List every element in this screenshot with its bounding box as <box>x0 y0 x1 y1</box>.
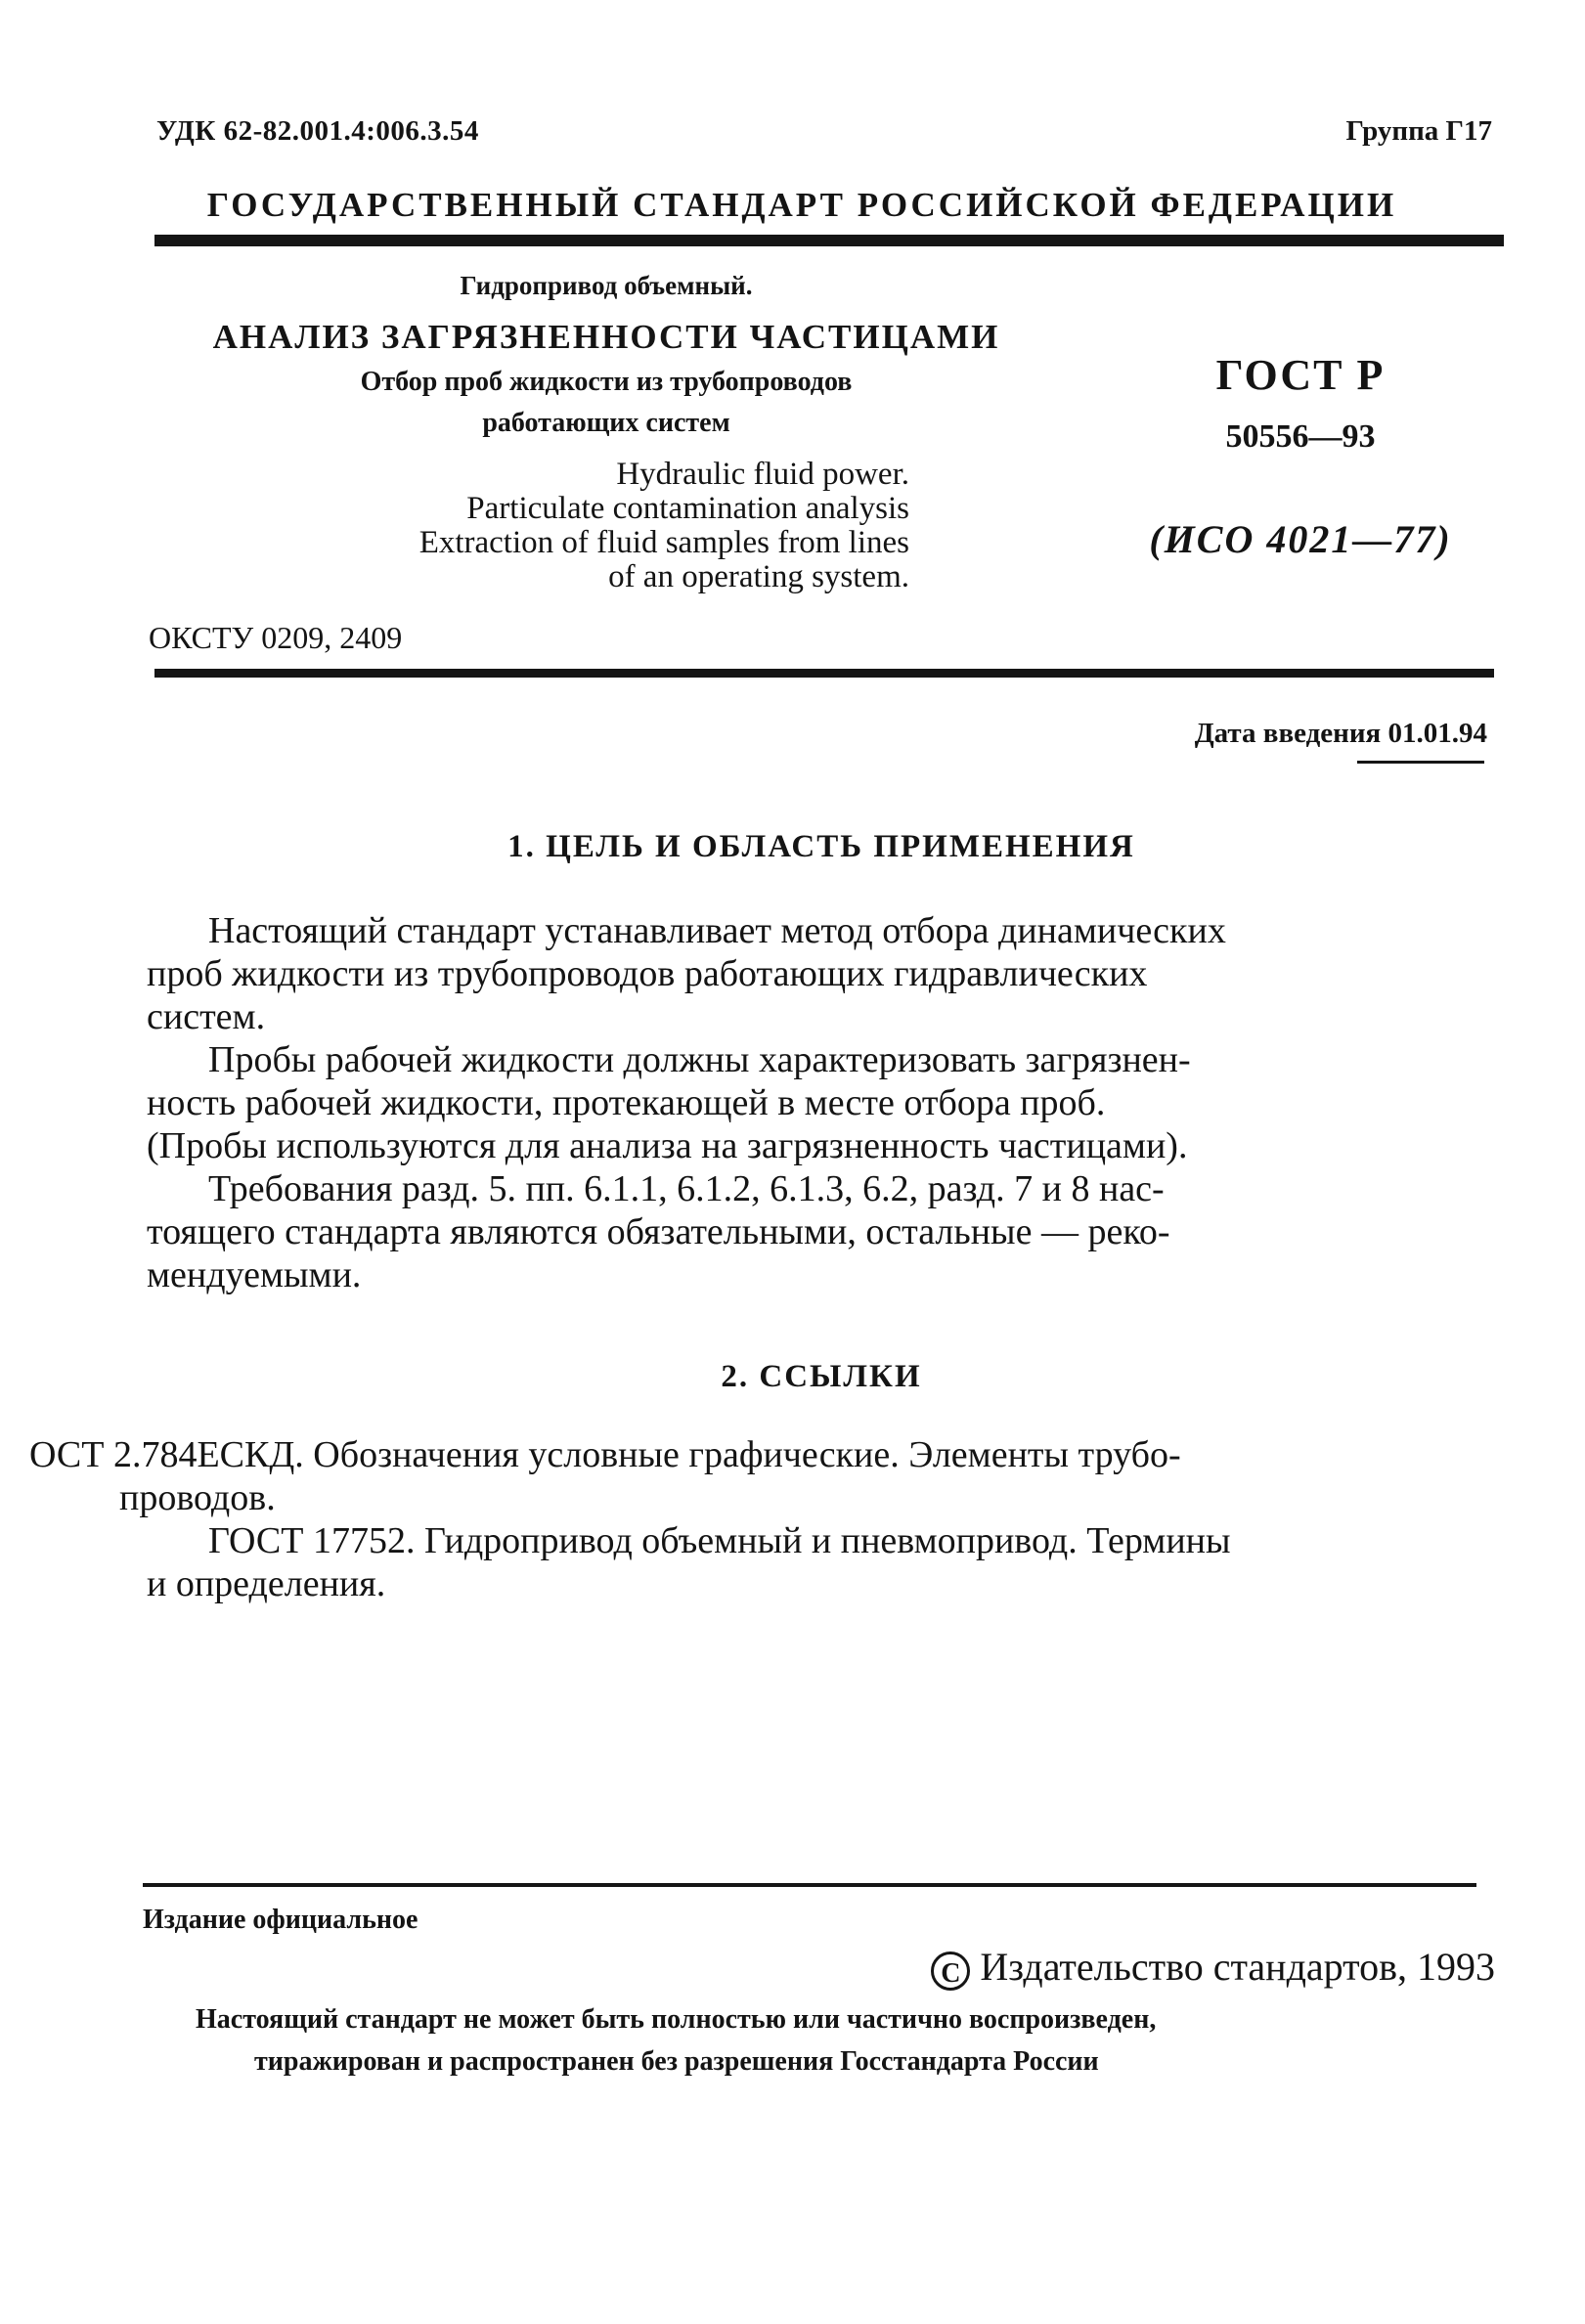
body-line: Настоящий стандарт устанавливает метод отбора динамических <box>208 910 1226 951</box>
reference-line: ОСТ 2.784ЕСКД. Обозначения условные графические. Элементы трубо- <box>29 1434 1181 1475</box>
section-1-body <box>147 909 1488 1296</box>
copyright-text: Издательство стандартов, 1993 <box>980 1945 1495 1989</box>
footer-rule <box>143 1883 1476 1887</box>
body-line: тоящего стандарта являются обязательными, остальные — реко- <box>147 1211 1170 1252</box>
body-line: систем. <box>147 996 266 1037</box>
section-2-body <box>29 1433 1486 1605</box>
body-line: Пробы рабочей жидкости должны характеризовать загрязнен- <box>208 1039 1191 1080</box>
section-1-heading: 1. ЦЕЛЬ И ОБЛАСТЬ ПРИМЕНЕНИЯ <box>507 829 1135 864</box>
date-underline <box>1357 761 1484 764</box>
title-rule <box>154 669 1494 678</box>
reference-line: ГОСТ 17752. Гидропривод объемный и пневмопривод. Термины <box>208 1520 1231 1561</box>
copyright <box>931 1944 1495 1991</box>
reference-line: проводов. <box>119 1477 276 1518</box>
title-line-2: работающих систем <box>482 408 730 438</box>
body-line: мендуемыми. <box>147 1254 362 1295</box>
copyright-icon: C <box>931 1951 970 1991</box>
official-edition: Издание официальное <box>143 1905 418 1935</box>
group-code: Группа Г17 <box>1345 115 1492 147</box>
header-rule <box>154 235 1504 246</box>
introduction-date: Дата введения 01.01.94 <box>1194 718 1487 749</box>
body-line: ность рабочей жидкости, протекающей в месте отбора проб. <box>147 1082 1106 1123</box>
title-subtitle: Гидропривод объемный. <box>460 271 753 300</box>
title-block <box>205 264 1007 444</box>
body-line: (Пробы используются для анализа на загрязненность частицами). <box>147 1125 1188 1166</box>
section-2-heading: 2. ССЫЛКИ <box>721 1359 922 1394</box>
reproduction-notice-line-1: Настоящий стандарт не может быть полностью или частично воспроизведен, <box>196 2004 1157 2035</box>
gost-number: 50556—93 <box>1225 418 1376 455</box>
state-standard-heading: ГОСУДАРСТВЕННЫЙ СТАНДАРТ РОССИЙСКОЙ ФЕДЕРАЦИИ <box>206 186 1397 224</box>
reference-line: и определения. <box>147 1563 386 1604</box>
gost-label: ГОСТ Р <box>1215 351 1386 399</box>
body-line: Требования разд. 5. пп. 6.1.1, 6.1.2, 6.1.3, 6.2, разд. 7 и 8 нас- <box>208 1168 1165 1209</box>
oksty-code: ОКСТУ 0209, 2409 <box>149 620 403 655</box>
reproduction-notice-line-2: тиражирован и распространен без разрешения Госстандарта России <box>254 2046 1099 2077</box>
english-line: Extraction of fluid samples from lines <box>418 525 909 560</box>
udk-code: УДК 62-82.001.4:006.3.54 <box>156 115 479 147</box>
title-line-1: Отбор проб жидкости из трубопроводов <box>360 367 853 397</box>
english-line: Hydraulic fluid power. <box>616 457 909 492</box>
main-title: АНАЛИЗ ЗАГРЯЗНЕННОСТИ ЧАСТИЦАМИ <box>212 318 1000 356</box>
body-line: проб жидкости из трубопроводов работающих гидравлических <box>147 953 1148 994</box>
iso-reference: (ИСО 4021—77) <box>1149 517 1452 561</box>
english-title <box>235 458 909 594</box>
english-line: of an operating system. <box>608 559 909 594</box>
english-line: Particulate contamination analysis <box>466 491 909 526</box>
